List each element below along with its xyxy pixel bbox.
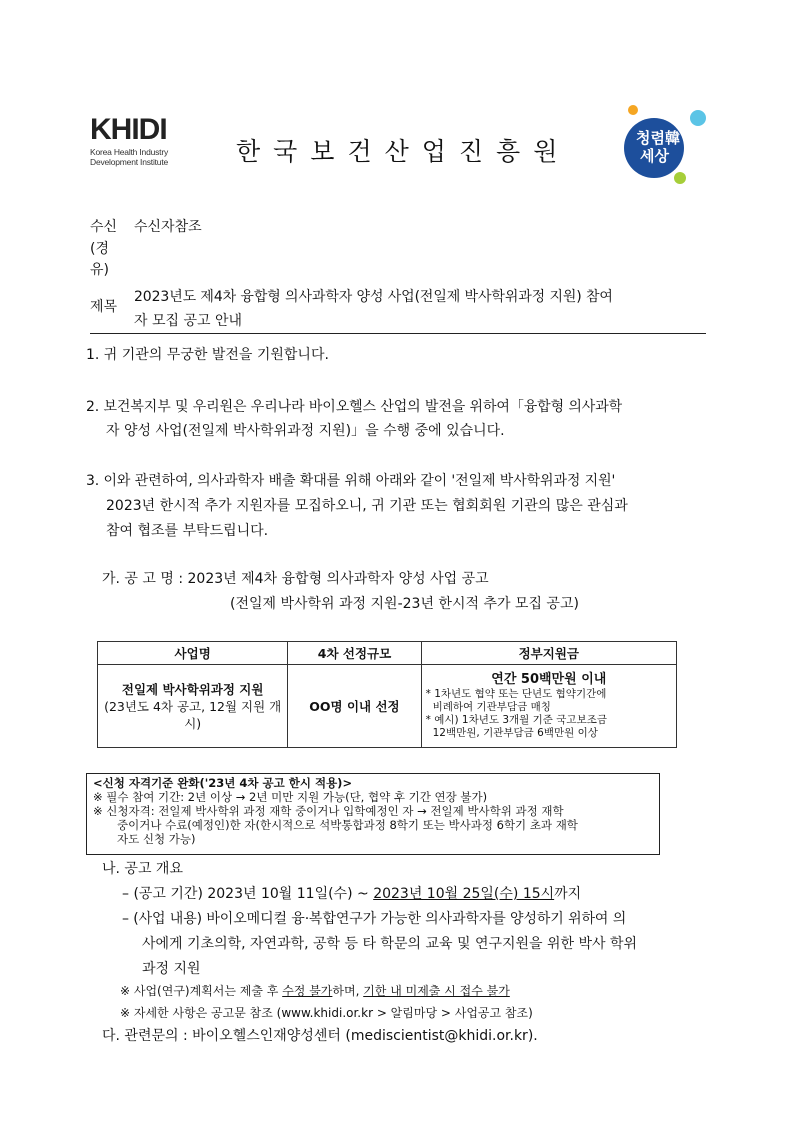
selection-table	[97, 641, 677, 748]
fund-title: 연간 50백만원 이내	[491, 672, 607, 687]
note1-no-late-submission: 기한 내 미제출 시 접수 불가	[363, 984, 510, 998]
overview-note-2: ※ 자세한 사항은 공고문 참조 (www.khidi.or.kr > 알림마당 > 사업공고 참조)	[120, 1006, 533, 1020]
period-suffix: 까지	[554, 886, 582, 902]
period-deadline: 2023년 10월 25일(수) 15시	[373, 886, 555, 902]
organization-name: 한국보건산업진흥원	[236, 137, 571, 166]
overview-title: 나. 공고 개요	[102, 861, 183, 877]
note1-prefix: ※ 사업(연구)계획서는 제출 후	[120, 984, 283, 998]
table-header-name: 사업명	[98, 642, 288, 665]
logo-wordmark: KHIDI	[90, 113, 167, 146]
announcement-title-line-2: (전일제 박사학위 과정 지원-23년 한시적 추가 모집 공고)	[230, 596, 579, 612]
logo-subtitle-1: Korea Health Industry	[90, 147, 169, 157]
via-label-2: 유)	[90, 262, 109, 278]
eligibility-notice-box	[86, 773, 660, 855]
paragraph-2-line-1: 2. 보건복지부 및 우리원은 우리나라 바이오헬스 산업의 발전을 위하여「융합형 의사과학	[86, 399, 623, 415]
notice-line-1: ※ 필수 참여 기간: 2년 이상 → 2년 미만 지원 가능(단, 협약 후 기간 연장 불가)	[93, 790, 488, 804]
overview-content-line-2: 사에게 기초의학, 자연과학, 공학 등 타 학문의 교육 및 연구지원을 위한 박사 학위	[142, 936, 638, 952]
period-prefix: – (공고 기간) 2023년 10월 11일(수) ~	[122, 886, 374, 902]
recipient-value: 수신자참조	[134, 219, 202, 235]
paragraph-3-line-2: 2023년 한시적 추가 지원자를 모집하오니, 귀 기관 또는 협회회원 기관의 많은 관심과	[106, 498, 628, 514]
table-row	[98, 665, 677, 748]
header-divider	[90, 333, 706, 334]
table-cell-fund	[421, 665, 676, 748]
paragraph-1: 1. 귀 기관의 무궁한 발전을 기원합니다.	[86, 347, 329, 363]
fund-note-1a: * 1차년도 협약 또는 단년도 협약기간에	[425, 688, 607, 700]
table-header-fund: 정부지원금	[421, 642, 676, 665]
slogan-text-1: 청렴韓	[636, 129, 680, 147]
note1-no-revision: 수정 불가	[282, 984, 333, 998]
table-header-row	[98, 642, 677, 665]
overview-content-line-1: – (사업 내용) 바이오메디컬 융·복합연구가 가능한 의사과학자를 양성하기 위하여 의	[122, 911, 627, 927]
logo-subtitle-2: Development Institute	[90, 157, 169, 167]
fund-note-2b: 12백만원, 기관부담금 6백만원 이상	[432, 727, 598, 739]
overview-content-line-3: 과정 지원	[142, 961, 201, 977]
notice-line-4: 자도 신청 가능)	[117, 832, 196, 846]
paragraph-3-line-3: 참여 협조를 부탁드립니다.	[106, 523, 269, 539]
table-header-scale: 4차 선정규모	[288, 642, 421, 665]
table-cell-name	[98, 665, 288, 748]
via-label-1: (경	[90, 241, 109, 257]
subject-line-2: 자 모집 공고 안내	[134, 313, 243, 329]
fund-note-2a: * 예시) 1차년도 3개월 기준 국고보조금	[425, 714, 608, 726]
subject-label: 제목	[90, 299, 118, 315]
overview-note-1	[120, 984, 510, 998]
notice-line-3: 중이거나 수료(예정인)한 자(한시적으로 석박통합과정 8학기 또는 박사과정 6학기 초과 재학	[117, 818, 578, 832]
table-cell-scale: OO명 이내 선정	[288, 665, 421, 748]
contact-info: 다. 관련문의 : 바이오헬스인재양성센터 (mediscientist@khidi.or.kr).	[102, 1028, 538, 1044]
program-detail-2: 시)	[184, 715, 202, 731]
khidi-logo	[90, 115, 170, 167]
note1-mid: 하며,	[332, 984, 364, 998]
integrity-slogan-emblem	[618, 104, 708, 186]
fund-note-1b: 비례하여 기관부담금 매칭	[432, 701, 551, 713]
program-detail-1: (23년도 4차 공고, 12월 지원 개	[104, 698, 282, 714]
notice-line-2: ※ 신청자격: 전일제 박사학위 과정 재학 중이거나 입학예정인 자 → 전일제 박사학위 과정 재학	[93, 804, 564, 818]
notice-title: <신청 자격기준 완화('23년 4차 공고 한시 적용)>	[93, 776, 353, 790]
paragraph-2-line-2: 자 양성 사업(전일제 박사학위과정 지원)」을 수행 중에 있습니다.	[106, 423, 505, 439]
overview-period	[122, 881, 581, 907]
subject-line-1: 2023년도 제4차 융합형 의사과학자 양성 사업(전일제 박사학위과정 지원) 참여	[134, 289, 613, 305]
program-name: 전일제 박사학위과정 지원	[121, 681, 264, 697]
paragraph-3-line-1: 3. 이와 관련하여, 의사과학자 배출 확대를 위해 아래와 같이 '전일제 박사학위과정 지원'	[86, 473, 616, 489]
announcement-title-line-1: 가. 공 고 명 : 2023년 제4차 융합형 의사과학자 양성 사업 공고	[102, 571, 489, 587]
recipient-label: 수신	[90, 219, 118, 235]
slogan-text-2: 세상	[640, 147, 669, 165]
